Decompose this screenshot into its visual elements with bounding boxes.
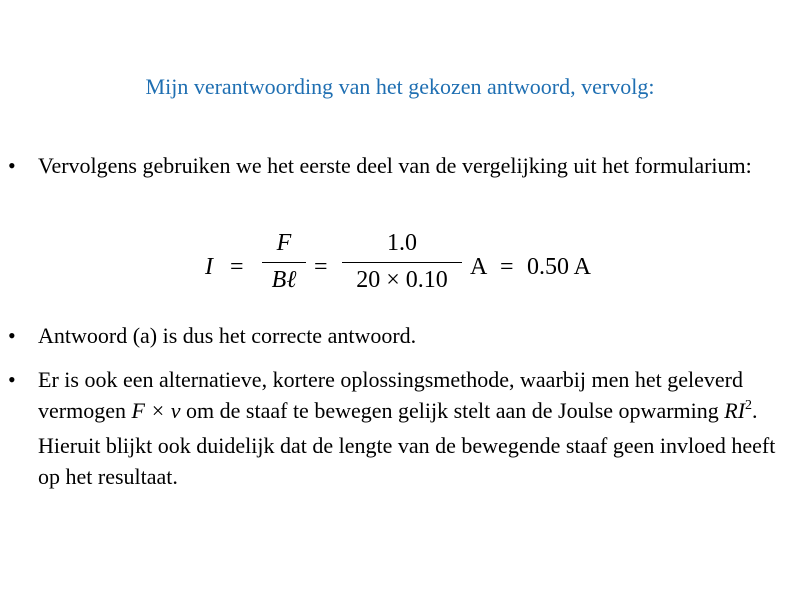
bullet-marker: •	[8, 367, 16, 392]
fraction-denominator: 20 × 0.10	[356, 267, 448, 293]
equation-lhs: I	[205, 254, 213, 280]
fraction-denominator: Bℓ	[271, 267, 297, 293]
bullet-item-1	[8, 150, 792, 181]
bullet-text: Vervolgens gebruiken we het eerste deel van de vergelijking uit het formularium:	[38, 153, 752, 178]
unit-label: A	[470, 254, 488, 280]
equals-sign: =	[500, 254, 514, 280]
bullet-marker: •	[8, 153, 16, 178]
bullet-item-2	[8, 320, 792, 351]
equals-sign: =	[230, 254, 244, 280]
math-power-expression: F × v	[131, 398, 181, 423]
fraction-numerator: F	[276, 230, 292, 256]
fraction-bar	[262, 262, 306, 263]
slide-title: Mijn verantwoording van het gekozen antwoord, vervolg:	[145, 74, 655, 99]
bullet-text	[38, 364, 792, 492]
equation	[0, 228, 800, 308]
math-joule-expression: RI	[724, 398, 746, 423]
bullet-item-3	[8, 364, 792, 492]
fraction-numeric	[342, 230, 462, 294]
bullet-text: Antwoord (a) is dus het correcte antwoord.	[38, 323, 417, 348]
math-superscript: 2	[745, 398, 753, 413]
text-segment: Er is ook een alternatieve, kortere oplossingsmethode, waarbij men het geleverd vermogen	[38, 367, 743, 423]
equation-result: 0.50 A	[527, 254, 592, 280]
fraction-bar	[342, 262, 462, 263]
text-segment: om de staaf te bewegen gelijk stelt aan de Joulse opwarming	[180, 398, 725, 423]
equals-sign: =	[314, 254, 328, 280]
fraction-numerator: 1.0	[387, 230, 417, 256]
bullet-marker: •	[8, 323, 16, 348]
fraction-symbolic	[262, 230, 306, 294]
text-segment: . Hieruit blijkt ook duidelijk dat de lengte van de bewegende staaf geen invloed heeft op het resultaat.	[38, 398, 776, 489]
